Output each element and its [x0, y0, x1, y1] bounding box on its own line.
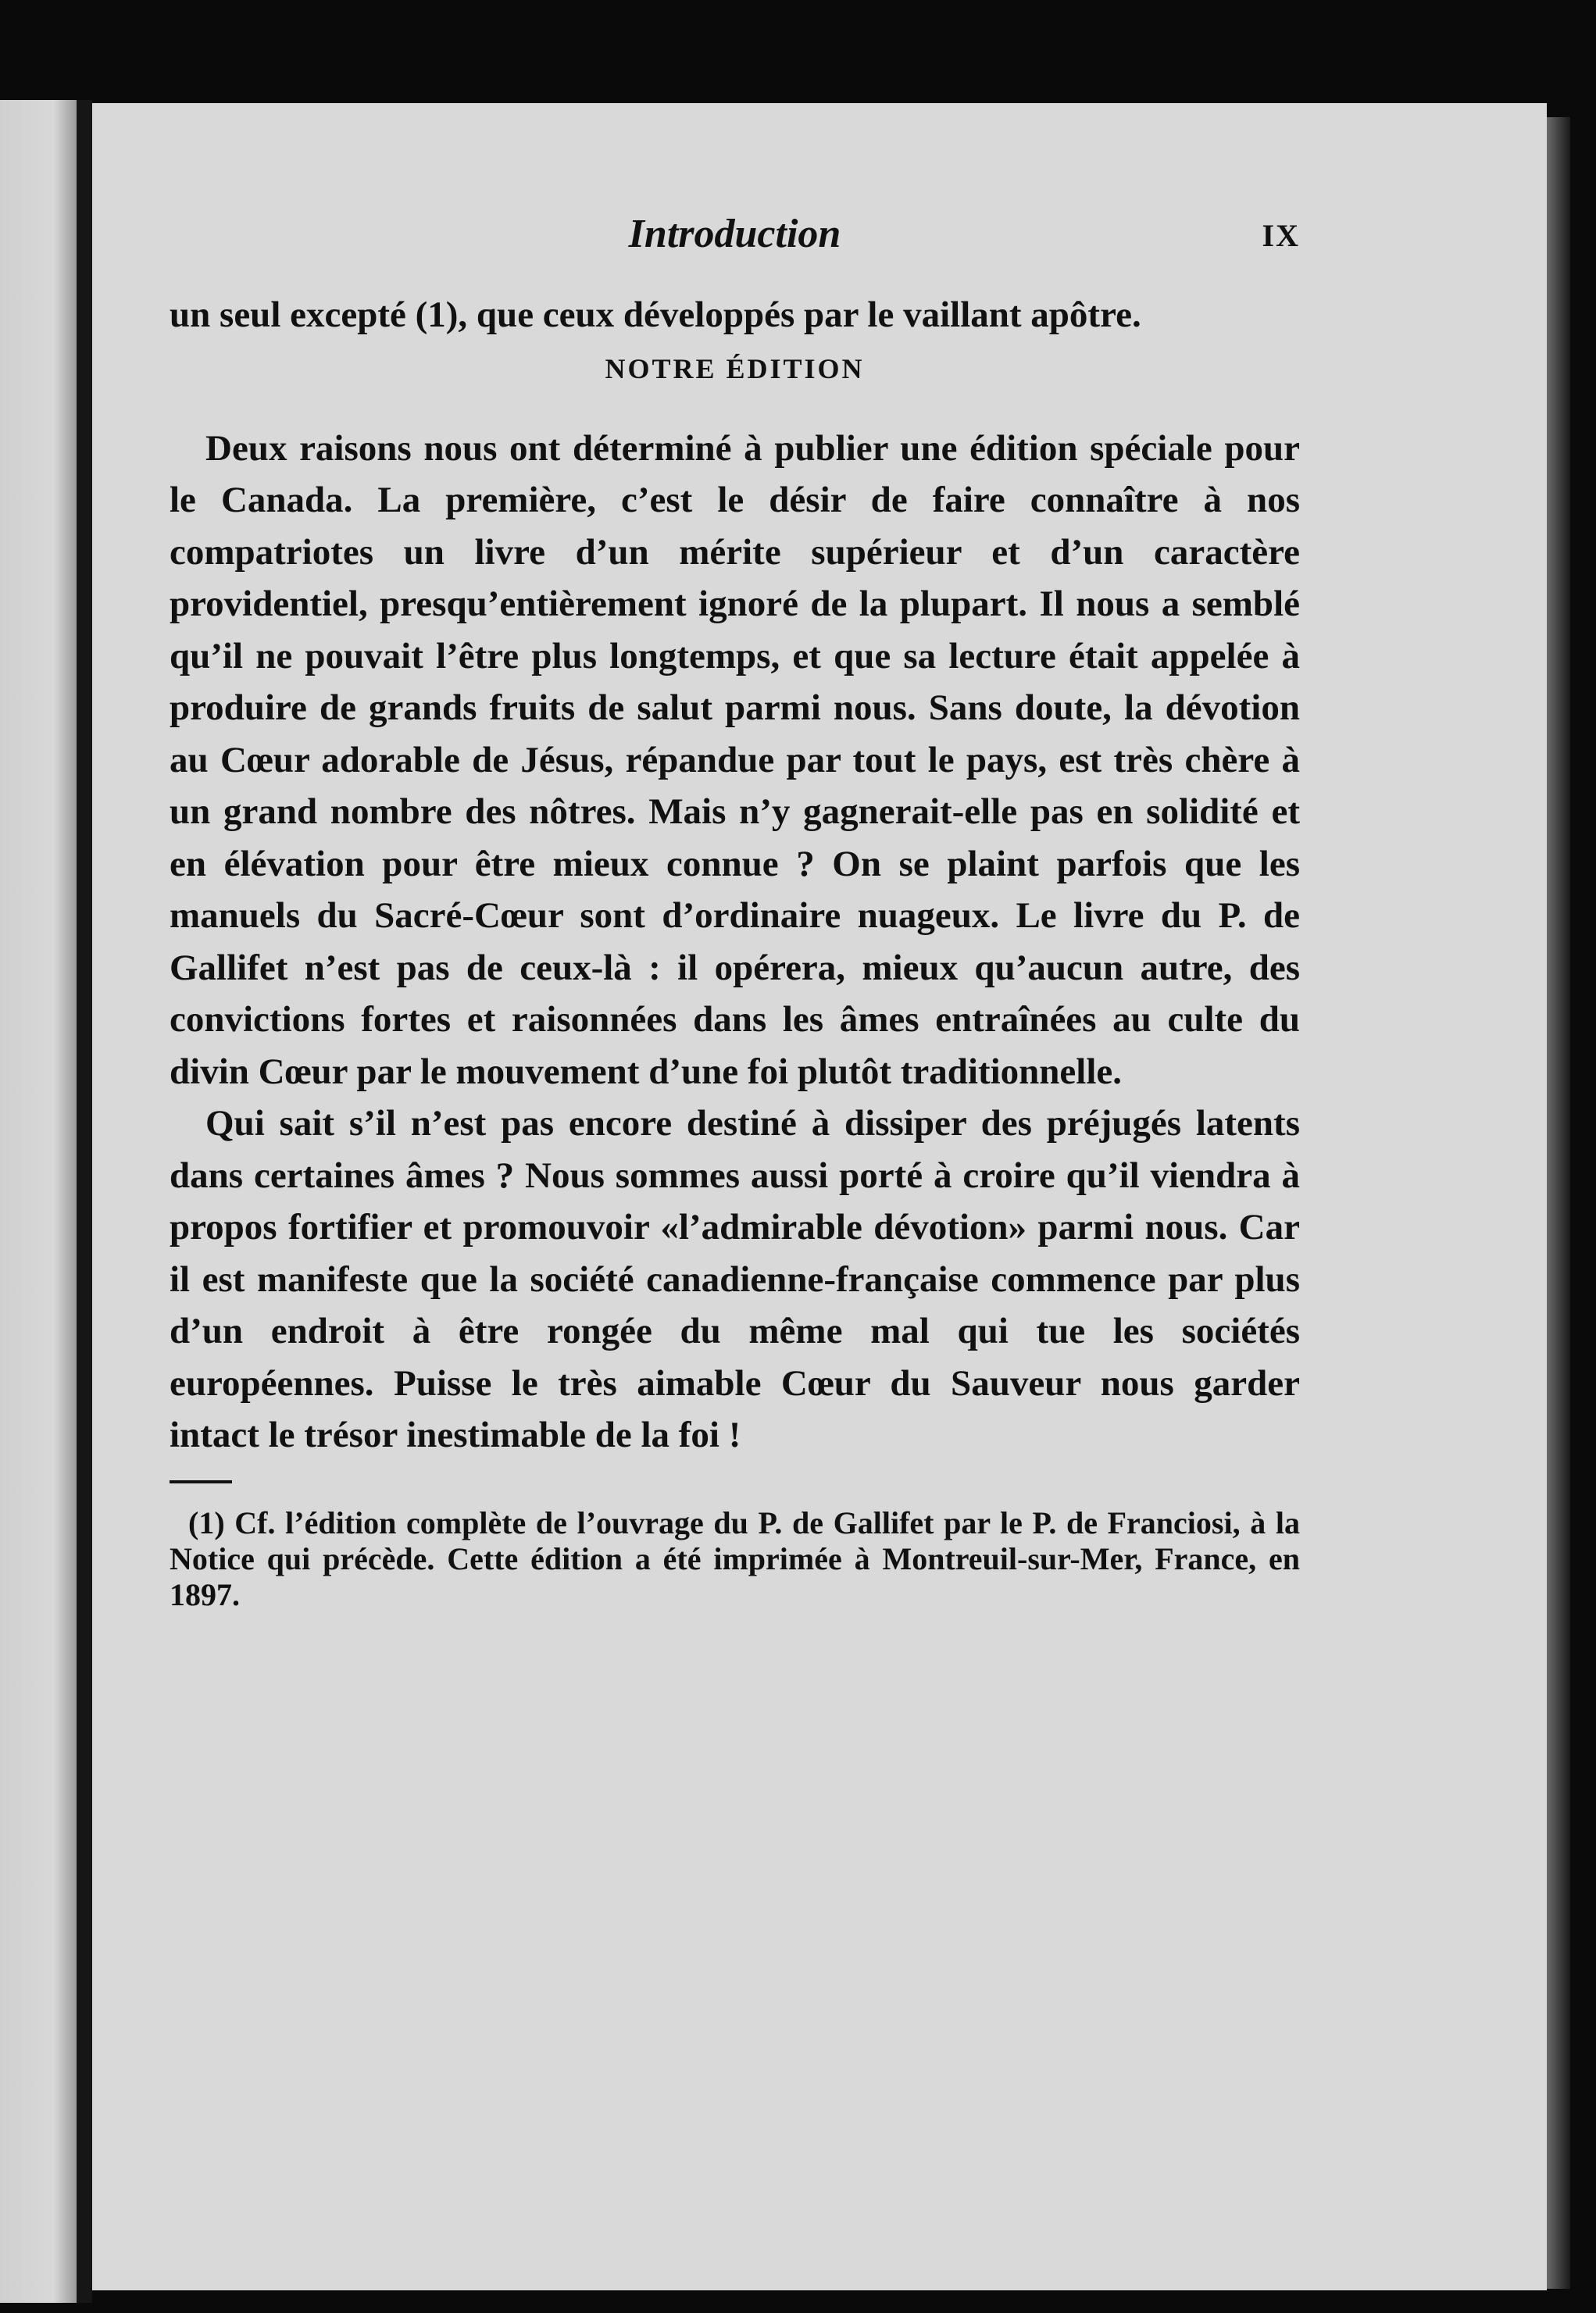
running-title: Introduction	[628, 212, 841, 256]
left-page-edge	[0, 100, 77, 2303]
section-heading: NOTRE ÉDITION	[605, 352, 865, 384]
running-head	[170, 211, 1300, 258]
footnote-rule	[170, 1480, 232, 1483]
book-gutter	[77, 100, 92, 2303]
body-paragraph-1: Deux raisons nous ont déterminé à publier une édition spéciale pour le Canada. La première, c’est le désir de faire connaître à nos compatriotes un livre d’un mérite supérieur et d’un caractère providentiel, presqu’entièrement ignoré de la plupart. Il nous a semblé qu’il ne pouvait l’être plus longtemps, et que sa lecture était appelée à produire de grands fruits de salut parmi nous. Sans doute, la dévotion au Cœur adorable de Jésus, répandue par tout le pays, est très chère à un grand nombre des nôtres. Mais n’y gagnerait-elle pas en solidité et en élévation pour être mieux connue ? On se plaint parfois que les manuels du Sacré-Cœur sont d’ordinaire nuageux. Le livre du P. de Gallifet n’est pas de ceux-là : il opérera, mieux qu’aucun autre, des convictions fortes et raisonnées dans les âmes entraînées au culte du divin Cœur par le mouvement d’une foi plutôt traditionnelle.	[170, 427, 1300, 1092]
page-number: IX	[1262, 218, 1300, 253]
footnote: (1) Cf. l’édition complète de l’ouvrage du P. de Gallifet par le P. de Franciosi, à la Notice qui précède. Cette édition a été imprimée à Montreuil-sur-Mer, France, en 1897.	[170, 1505, 1300, 1612]
body-paragraph-2: Qui sait s’il n’est pas encore destiné à dissiper des préjugés latents dans certaines âmes ? Nous sommes aussi porté à croire qu’il viendra à propos fortifier et promouvoir «l’admirable dévotion» parmi nous. Car il est manifeste que la société canadienne-française commence par plus d’un endroit à être rongée du même mal qui tue les sociétés européennes. Puisse le très aimable Cœur du Sauveur nous garder intact le trésor inestimable de la foi !	[170, 1103, 1300, 1455]
right-page-edge	[1547, 117, 1570, 2289]
opening-paragraph: un seul excepté (1), que ceux développés par le vaillant apôtre.	[170, 294, 1141, 335]
page-text-block	[170, 211, 1300, 1613]
